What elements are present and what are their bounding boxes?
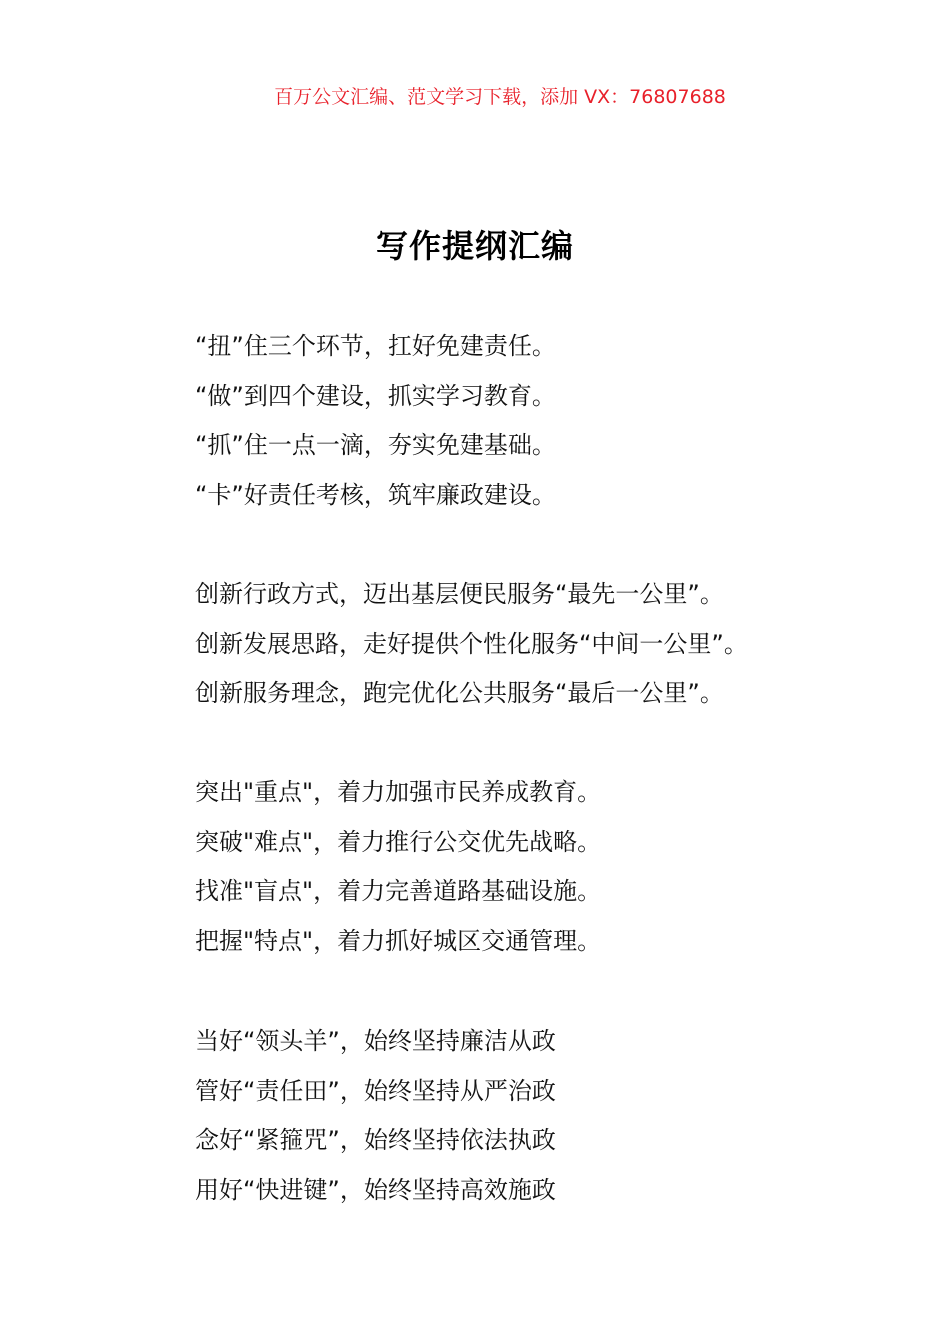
outline-line: 突出"重点"，着力加强市民养成教育。 (195, 778, 602, 806)
outline-line: “做”到四个建设，抓实学习教育。 (195, 381, 556, 410)
outline-line: 创新行政方式，迈出基层便民服务“最先一公里”。 (195, 580, 724, 608)
outline-line: 创新发展思路，走好提供个性化服务“中间一公里”。 (195, 629, 748, 658)
outline-line: 念好“紧箍咒”，始终坚持依法执政 (195, 1126, 556, 1155)
outline-line: 突破"难点"，着力推行公交优先战略。 (195, 827, 602, 856)
outline-line: 把握"特点"，着力抓好城区交通管理。 (195, 927, 602, 956)
outline-section-1 (195, 322, 556, 521)
outline-line: 创新服务理念，跑完优化公共服务“最后一公里”。 (195, 679, 724, 708)
outline-line: “卡”好责任考核，筑牢廉政建设。 (195, 481, 556, 510)
outline-section-4 (195, 1017, 556, 1216)
document-title: 写作提纲汇编 (375, 227, 574, 265)
header-notice: 百万公文汇编、范文学习下载，添加 VX：76807688 (274, 86, 726, 108)
outline-section-2 (195, 570, 748, 719)
outline-line: 用好“快进键”，始终坚持高效施政 (195, 1176, 556, 1205)
outline-line: 管好“责任田”，始终坚持从严治政 (195, 1076, 556, 1105)
outline-line: 当好“领头羊”，始终坚持廉洁从政 (195, 1027, 556, 1055)
outline-section-3 (195, 768, 601, 967)
outline-line: “扭”住三个环节，扛好免建责任。 (195, 332, 556, 360)
outline-line: 找准"盲点"，着力完善道路基础设施。 (195, 877, 602, 906)
outline-line: “抓”住一点一滴，夯实免建基础。 (195, 431, 556, 460)
